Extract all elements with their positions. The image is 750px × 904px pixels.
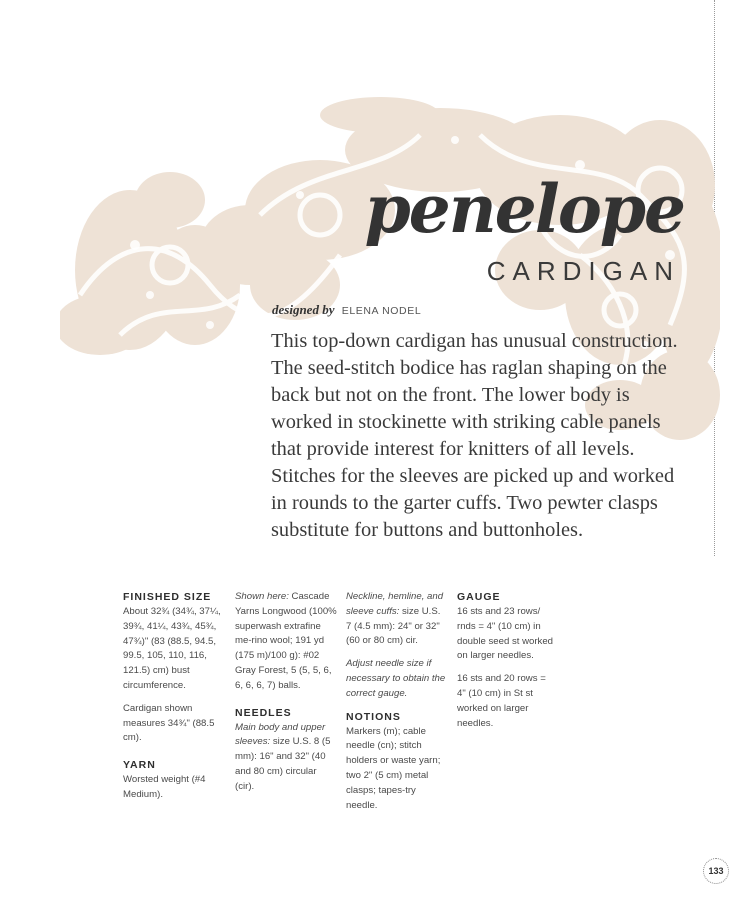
needles-2-label: Neckline, hemline, and sleeve cuffs:: [346, 591, 444, 617]
yarn-heading: YARN: [123, 759, 156, 772]
designer-name: ELENA NODEL: [341, 305, 422, 317]
needles-label: Main body and upper sleeves:: [235, 721, 326, 748]
intro-paragraph: This top-down cardigan has unusual construction. The seed-stitch bodice has raglan shaping on the back but not on the front. The lower body is worked in stockinette with striking cable panels that provide interest for knitters of all levels. Stitches for the sleeves are picked up and worked in rounds to the garter cuffs. Two pewter clasps substitute for buttons and buttonholes.: [271, 330, 678, 541]
designer-byline: [272, 302, 421, 318]
shown-here-label: Shown here:: [235, 591, 289, 602]
finished-size-note: Cardigan shown measures 34¾" (88.5 cm).: [123, 702, 215, 744]
needles-text: size U.S. 8 (5 mm): 16" and 32" (40 and 80 cm) circular (cir).: [235, 736, 331, 792]
byline-label: designed by: [272, 302, 335, 317]
finished-size-heading: FINISHED SIZE: [123, 591, 212, 603]
needles-2-text: size U.S. 7 (4.5 mm): 24" or 32" (60 or 80 cm) cir.: [346, 605, 441, 647]
notions-text: Markers (m); cable needle (cn); stitch holders or waste yarn; two 2" (5 cm) metal clasps; tapes-try needle.: [346, 725, 441, 811]
gauge-text-1: 16 sts and 23 rows/ rnds = 4" (10 cm) in double seed st worked on larger needles.: [457, 606, 553, 662]
gauge-text-2: 16 sts and 20 rows = 4" (10 cm) in St st worked on larger needles.: [457, 673, 546, 729]
column-finished-size: [123, 590, 225, 811]
yarn-text: Worsted weight (#4 Medium).: [123, 774, 206, 800]
finished-size-text: About 32¾ (34¾, 37¼, 39¾, 41¼, 43¾, 45¾, 47¾)" (83 (88.5, 94.5, 99.5, 105, 110, 116, 121.5) cm) bust circumference.: [123, 606, 221, 691]
pattern-title: penelope: [364, 170, 684, 248]
column-needles-notions: [346, 590, 448, 821]
needles-2-note: Adjust needle size if necessary to obtain the correct gauge.: [346, 658, 446, 699]
column-shown-here: [235, 590, 337, 803]
needles-2-note-block: [346, 657, 448, 701]
needles-block: [235, 721, 337, 795]
needles-2-block: [346, 590, 448, 649]
shown-here-block: [235, 590, 337, 694]
shown-here-text: Cascade Yarns Longwood (100% superwash extrafine me-rino wool; 191 yd (175 m)/100 g): #02 Gray Forest, 5 (5, 5, 6, 6, 6, 6, 7) balls.: [235, 591, 337, 691]
notions-heading: NOTIONS: [346, 710, 401, 723]
page-number: 133: [703, 858, 729, 884]
gauge-heading: GAUGE: [457, 591, 501, 603]
needles-heading: NEEDLES: [235, 706, 292, 719]
column-gauge: [457, 590, 557, 739]
pattern-subtitle: CARDIGAN: [486, 256, 680, 286]
